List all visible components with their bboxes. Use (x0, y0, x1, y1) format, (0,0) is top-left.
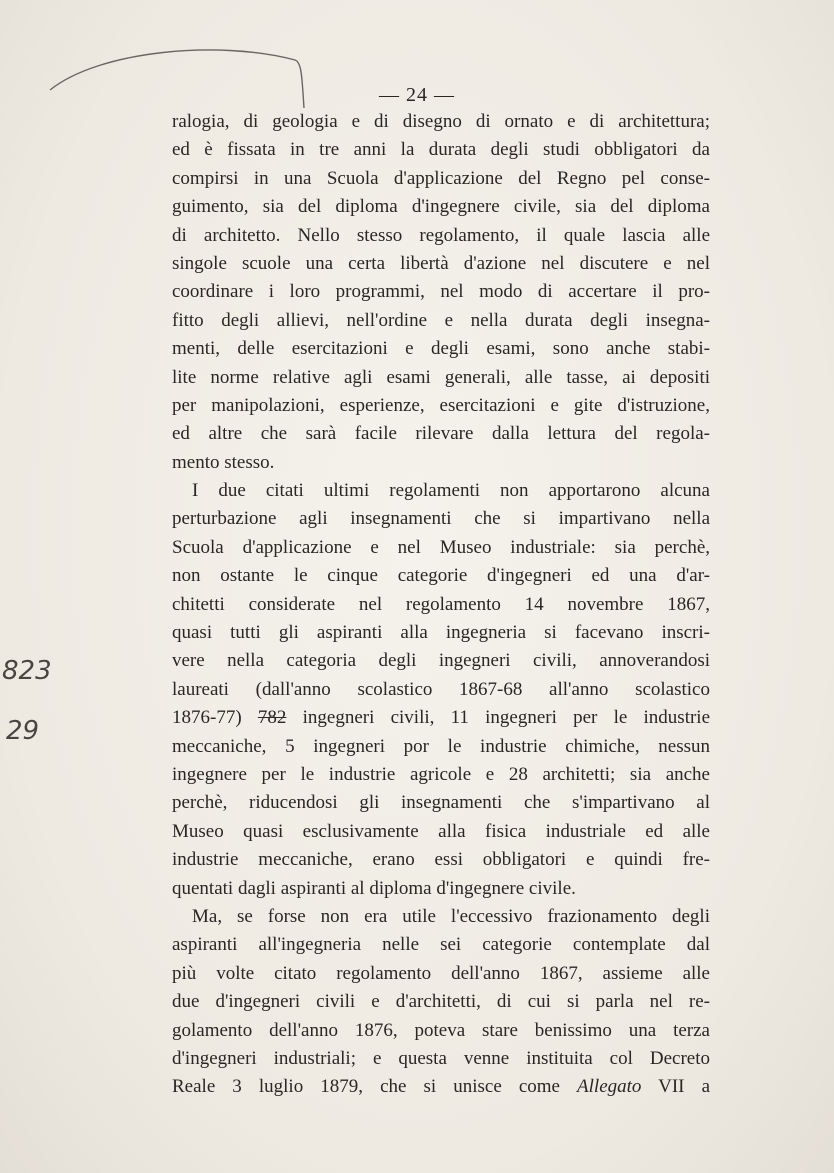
text-line: ralogia, di geologia e di disegno di ornato e di architettura; (172, 111, 710, 132)
text-segment: ingegneri civili, 11 ingegneri per le industrie (286, 707, 711, 729)
text-line: perturbazione agli insegnamenti che si impartivano nella (172, 508, 710, 530)
text-line: ed è fissata in tre anni la durata degli studi obbligatori da (172, 139, 710, 161)
text-line: ingegnere per le industrie agricole e 28 architetti; sia anche (172, 763, 710, 785)
text-line: coordinare i loro programmi, nel modo di accertare il pro- (172, 281, 710, 303)
text-line: Scuola d'applicazione e nel Museo industriale: sia perchè, (172, 536, 710, 558)
page-number: — 24 — (379, 84, 455, 106)
text-line: non ostante le cinque categorie d'ingegneri ed una d'ar- (172, 565, 710, 587)
margin-note: 823 (2, 656, 52, 686)
text-line: quentati dagli aspiranti al diploma d'ingegnere civile. (172, 877, 576, 899)
text-segment: 1876-77) (172, 707, 258, 729)
body-text (172, 108, 710, 1102)
text-line: industrie meccaniche, erano essi obbligatori e quindi fre- (172, 849, 710, 871)
text-line: Ma, se forse non era utile l'eccessivo frazionamento degli (192, 905, 710, 927)
text-line: compirsi in una Scuola d'applicazione del Regno pel conse- (172, 167, 710, 189)
text-line: I due citati ultimi regolamenti non apportarono alcuna (192, 480, 710, 502)
text-line: vere nella categoria degli ingegneri civili, annoverandosi (172, 650, 710, 672)
italic-word: Allegato (577, 1076, 642, 1098)
text-line: più volte citato regolamento dell'anno 1867, assieme alle (172, 962, 710, 984)
text-line: quasi tutti gli aspiranti alla ingegneria si facevano inscri- (172, 622, 710, 644)
text-line: per manipolazioni, esperienze, esercitazioni e gite d'istruzione, (172, 394, 710, 416)
text-line: mento stesso. (172, 451, 275, 473)
text-line: fitto degli allievi, nell'ordine e nella durata degli insegna- (172, 309, 710, 331)
struck-number: 782 (257, 707, 287, 729)
text-line: menti, delle esercitazioni e degli esami, sono anche stabi- (172, 338, 710, 360)
text-line: ed altre che sarà facile rilevare dalla lettura del regola- (172, 423, 710, 445)
text-line: laureati (dall'anno scolastico 1867-68 all'anno scolastico (172, 678, 710, 700)
text-line: singole scuole una certa libertà d'azione nel discutere e nel (172, 252, 710, 274)
text-segment: VII a (641, 1076, 711, 1098)
text-line: di architetto. Nello stesso regolamento, il quale lascia alle (172, 224, 710, 246)
text-line (172, 1073, 710, 1101)
text-line: guimento, sia del diploma d'ingegnere civile, sia del diploma (172, 196, 710, 218)
text-line: lite norme relative agli esami generali, alle tasse, ai depositi (172, 366, 710, 388)
text-segment: Reale 3 luglio 1879, che si unisce come (172, 1076, 578, 1098)
text-line: aspiranti all'ingegneria nelle sei categorie contemplate dal (172, 934, 710, 956)
text-line: perchè, riducendosi gli insegnamenti che s'impartivano al (172, 792, 710, 814)
text-line: Museo quasi esclusivamente alla fisica industriale ed alle (172, 820, 710, 842)
text-line (172, 704, 710, 732)
text-line: chitetti considerate nel regolamento 14 novembre 1867, (172, 593, 710, 615)
margin-note: 29 (6, 716, 40, 746)
text-line: meccaniche, 5 ingegneri por le industrie chimiche, nessun (172, 735, 710, 757)
text-line: golamento dell'anno 1876, poteva stare benissimo una terza (172, 1019, 710, 1041)
text-line: due d'ingegneri civili e d'architetti, di cui si parla nel re- (172, 991, 710, 1013)
text-line: d'ingegneri industriali; e questa venne instituita col Decreto (172, 1047, 710, 1069)
